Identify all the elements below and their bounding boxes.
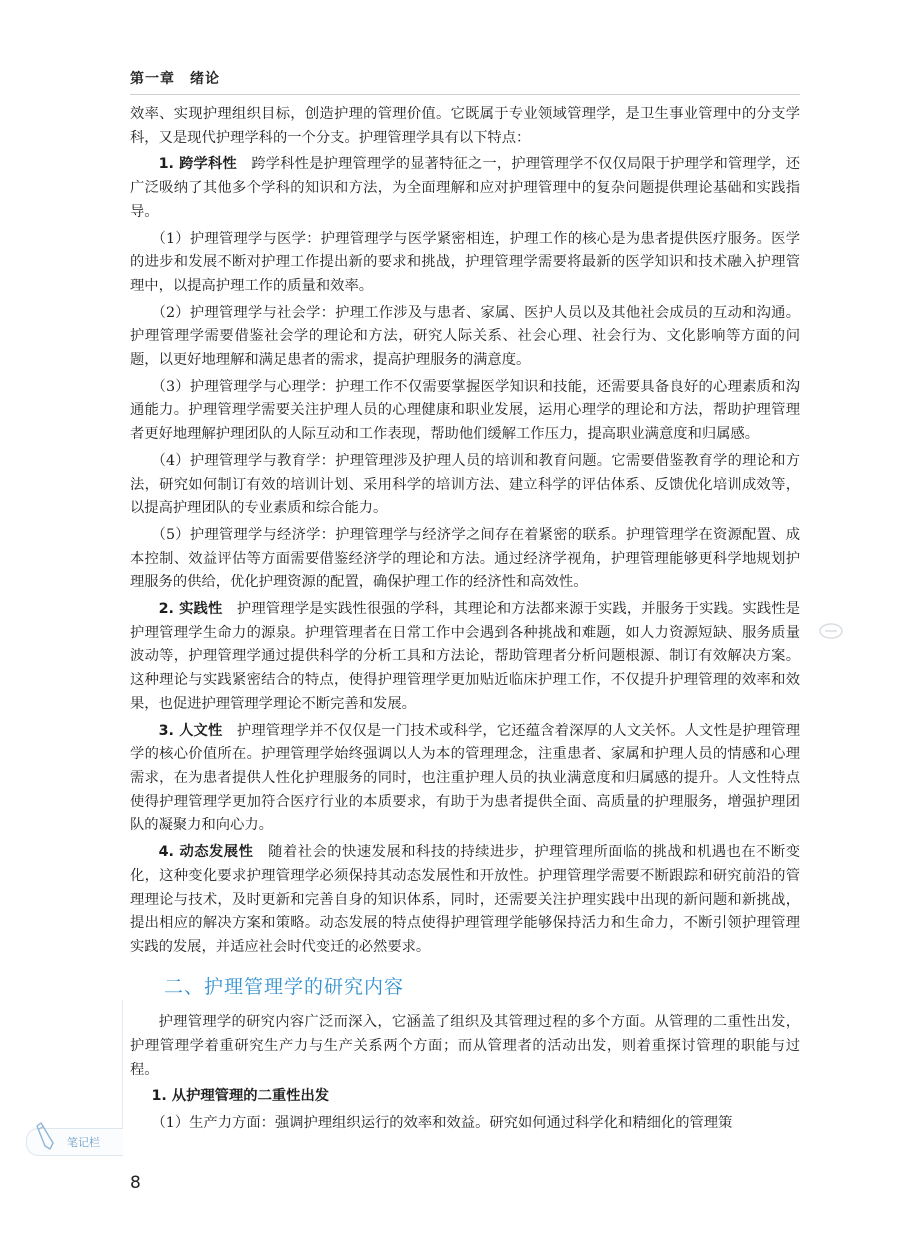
subpoint-sociology: （2）护理管理学与社会学：护理工作涉及与患者、家属、医护人员以及其他社会成员的互动和沟通。护理管理学需要借鉴社会学的理论和方法，研究人际关系、社会心理、社会行为、文化影响等方面的问题，以更好地理解和满足患者的需求，提高护理服务的满意度。 xyxy=(130,304,800,369)
paragraph-humanistic xyxy=(130,720,800,839)
paragraph-research-content: 护理管理学的研究内容广泛而深入，它涵盖了组织及其管理过程的多个方面。从管理的二重性出发，护理管理学着重研究生产力与生产关系两个方面；而从管理者的活动出发，则着重探讨管理的职能与过程。 xyxy=(130,1014,800,1078)
point-heading: 4. 动态发展性 xyxy=(158,844,254,861)
point-heading: 3. 人文性 xyxy=(158,722,223,739)
section-heading: 二、护理管理学的研究内容 xyxy=(164,975,405,998)
paragraph-intro: 效率、实现护理组织目标，创造护理的管理价值。它既属于专业领域管理学，是卫生事业管理中的分支学科，又是现代护理学科的一个分支。护理管理学具有以下特点： xyxy=(130,106,800,146)
chapter-header: 第一章 绪论 xyxy=(130,71,220,87)
notes-label: 笔记栏 xyxy=(67,1136,100,1149)
point-text: 护理管理学并不仅仅是一门技术或科学，它还蕴含着深厚的人文关怀。人文性是护理管理学的核心价值所在。护理管理学始终强调以人为本的管理理念，注重患者、家属和护理人员的情感和心理需求，在为患者提供人性化护理服务的同时，也注重护理人员的执业满意度和归属感的提升。人文性特点使得护理管理学更加符合医疗行业的本质要求，有助于为患者提供全面、高质量的护理服务，增强护理团队的凝聚力和向心力。 xyxy=(130,722,801,834)
page-body xyxy=(130,103,800,1139)
header-divider xyxy=(130,94,800,95)
page-number: 8 xyxy=(130,1173,141,1193)
paragraph-practicality xyxy=(130,598,800,717)
paragraph-dynamic xyxy=(130,841,800,960)
point-text: 护理管理学是实践性很强的学科，其理论和方法都来源于实践，并服务于实践。实践性是护理管理学生命力的源泉。护理管理者在日常工作中会遇到各种挑战和难题，如人力资源短缺、服务质量波动等，护理管理学通过提供科学的分析工具和方法论，帮助管理者分析问题根源、制订有效解决方案。这种理论与实践紧密结合的特点，使得护理管理学更加贴近临床护理工作，不仅提升护理管理的效率和效果，也促进护理管理学理论不断完善和发展。 xyxy=(130,601,801,712)
subpoint-education: （4）护理管理学与教育学：护理管理涉及护理人员的培训和教育问题。它需要借鉴教育学的理论和方法，研究如何制订有效的培训计划、采用科学的培训方法、建立科学的评估体系、反馈优化培训成效等，以提高护理团队的专业素质和综合能力。 xyxy=(130,452,800,517)
point-text: 跨学科性是护理管理学的显著特征之一，护理管理学不仅仅局限于护理学和管理学，还广泛吸纳了其他多个学科的知识和方法，为全面理解和应对护理管理中的复杂问题提供理论基础和实践指导。 xyxy=(130,156,800,220)
paragraph-interdisciplinary xyxy=(130,153,800,224)
subpoint-psychology: （3）护理管理学与心理学：护理工作不仅需要掌握医学知识和技能，还需要具备良好的心理素质和沟通能力。护理管理学需要关注护理人员的心理健康和职业发展，运用心理学的理论和方法，帮助护理管理者更好地理解护理团队的人际互动和工作表现，帮助他们缓解工作压力，提高职业满意度和归属感。 xyxy=(130,378,800,443)
notes-column-tab[interactable] xyxy=(26,1128,123,1156)
point-heading: 2. 实践性 xyxy=(158,601,223,618)
bookmark-badge-icon xyxy=(818,622,844,640)
subpoint-medicine: （1）护理管理学与医学：护理管理学与医学紧密相连，护理工作的核心是为患者提供医疗服务。医学的进步和发展不断对护理工作提出新的要求和挑战，护理管理学需要将最新的医学知识和技术融入护理管理中，以提高护理工作的质量和效率。 xyxy=(130,230,800,294)
pen-icon xyxy=(35,1119,61,1153)
point-heading: 1. 跨学科性 xyxy=(158,156,237,173)
subpoint-economics: （5）护理管理学与经济学：护理管理学与经济学之间存在着紧密的联系。护理管理学在资源配置、成本控制、效益评估等方面需要借鉴经济学的理论和方法。通过经济学视角，护理管理能够更科学地规划护理服务的供给，优化护理资源的配置，确保护理工作的经济性和高效性。 xyxy=(130,526,800,591)
subsection-heading: 1. 从护理管理的二重性出发 xyxy=(151,1088,330,1105)
subpoint-productivity: （1）生产力方面：强调护理组织运行的效率和效益。研究如何通过科学化和精细化的管理策 xyxy=(151,1115,733,1132)
point-text: 随着社会的快速发展和科技的持续进步，护理管理所面临的挑战和机遇也在不断变化，这种变化要求护理管理学必须保持其动态发展性和开放性。护理管理学需要不断跟踪和研究前沿的管理理论与技术，及时更新和完善自身的知识体系，同时，还需要关注护理实践中出现的新问题和新挑战，提出相应的解决方案和策略。动态发展的特点使得护理管理学能够保持活力和生命力，不断引领护理管理实践的发展，并适应社会时代变迁的必然要求。 xyxy=(130,844,800,955)
